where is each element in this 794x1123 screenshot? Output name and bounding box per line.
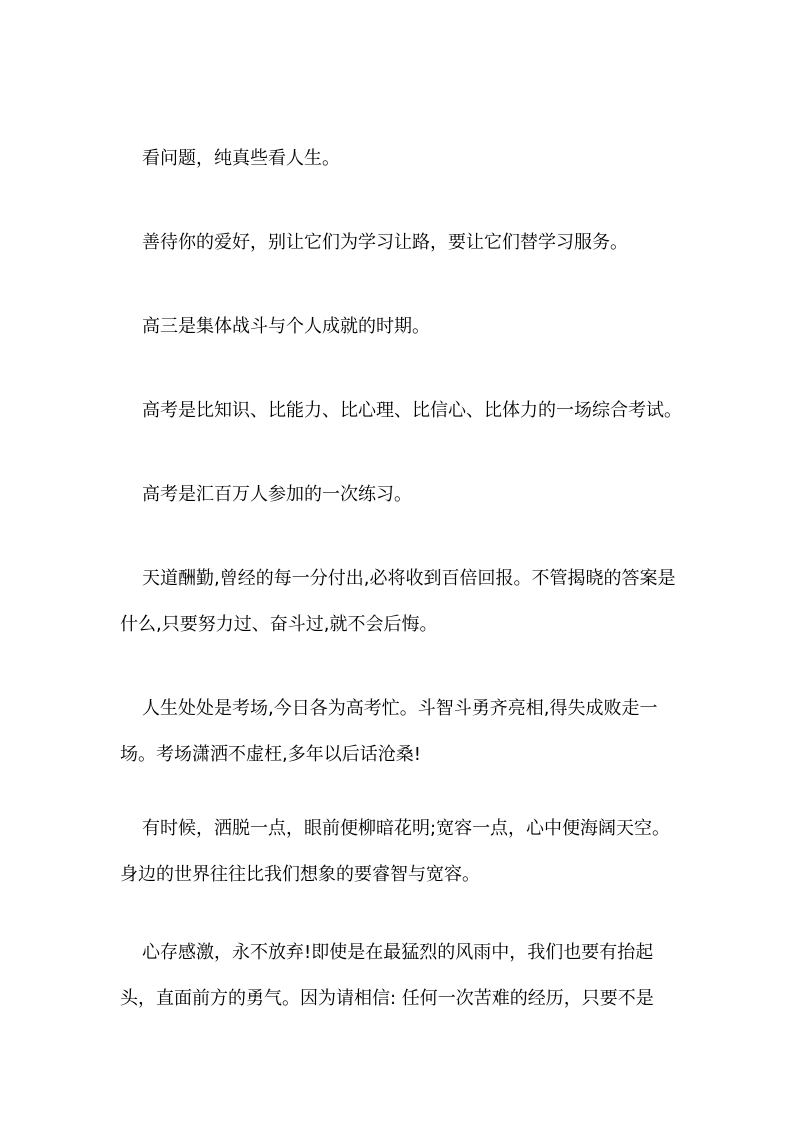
paragraph: 心存感激，永不放弃!即使是在最猛烈的风雨中，我们也要有抬起头，直面前方的勇气。因为请相信: 任何一次苦难的经历，只要不是	[120, 942, 654, 1009]
paragraph: 高考是汇百万人参加的一次练习。	[142, 484, 412, 505]
paragraph: 善待你的爱好，别让它们为学习让路，要让它们替学习服务。	[142, 232, 628, 253]
paragraph: 天道酬勤,曾经的每一分付出,必将收到百倍回报。不管揭晓的答案是什么,只要努力过、奋斗过,就不会后悔。	[120, 568, 676, 635]
paragraph: 看问题，纯真些看人生。	[142, 148, 340, 169]
paragraph: 高考是比知识、比能力、比心理、比信心、比体力的一场综合考试。	[142, 400, 682, 421]
paragraph: 有时候，洒脱一点，眼前便柳暗花明;宽容一点，心中便海阔天空。身边的世界往往比我们想象的要睿智与宽容。	[120, 818, 671, 885]
paragraph: 人生处处是考场,今日各为高考忙。斗智斗勇齐亮相,得失成败走一场。考场潇洒不虚枉,多年以后话沧桑!	[120, 698, 658, 765]
paragraph: 高三是集体战斗与个人成就的时期。	[142, 316, 430, 337]
